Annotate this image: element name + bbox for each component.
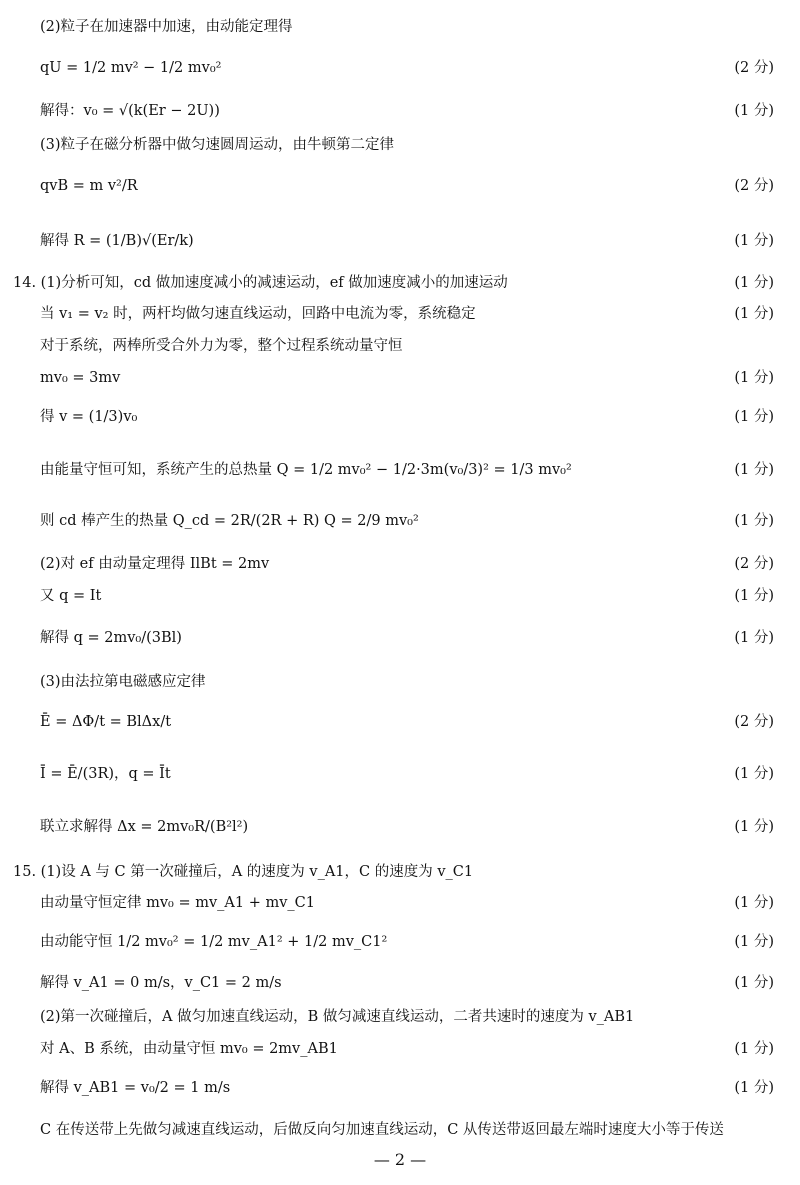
line-points: (2 分) bbox=[734, 714, 774, 730]
line-text: (2)第一次碰撞后，A 做匀加速直线运动，B 做匀减速直线运动，二者共速时的速度为 v_AB1 bbox=[40, 1009, 635, 1025]
line-text: 由动量守恒定律 mv₀ = mv_A1 + mv_C1 bbox=[40, 895, 315, 911]
line-points: (2 分) bbox=[734, 556, 774, 572]
line-text: 则 cd 棒产生的热量 Q_cd = 2R/(2R + R) Q = 2/9 mv₀² bbox=[40, 513, 419, 529]
line-text: 当 v₁ = v₂ 时，两杆均做匀速直线运动，回路中电流为零，系统稳定 bbox=[40, 306, 476, 322]
line-points: (1 分) bbox=[734, 103, 774, 119]
line-text: (3)由法拉第电磁感应定律 bbox=[40, 674, 206, 690]
line-points: (1 分) bbox=[734, 766, 774, 782]
line-points: (1 分) bbox=[734, 630, 774, 646]
page-number: — 2 — bbox=[373, 1150, 427, 1169]
line-text: (2)对 ef 由动量定理得 IlBt = 2mv bbox=[40, 556, 270, 572]
line-points: (1 分) bbox=[734, 462, 774, 478]
line-points: (1 分) bbox=[734, 934, 774, 950]
line-points: (1 分) bbox=[734, 588, 774, 604]
line-text: 由能量守恒可知，系统产生的总热量 Q = 1/2 mv₀² − 1/2·3m(v₀/3)² = 1/3 mv₀² bbox=[40, 462, 572, 478]
line-text: 解得 v_A1 = 0 m/s，v_C1 = 2 m/s bbox=[40, 975, 282, 991]
line-text: 解得 q = 2mv₀/(3Bl) bbox=[40, 630, 182, 646]
line-text: 解得 v_AB1 = v₀/2 = 1 m/s bbox=[40, 1080, 231, 1096]
line-text: 解得 R = (1/B)√(Er/k) bbox=[40, 233, 194, 249]
line-text: 解得：v₀ = √(k(Er − 2U)) bbox=[40, 103, 220, 119]
line-points: (1 分) bbox=[734, 819, 774, 835]
line-text: 14. (1)分析可知，cd 做加速度减小的减速运动，ef 做加速度减小的加速运动 bbox=[13, 275, 508, 291]
line-points: (1 分) bbox=[734, 370, 774, 386]
line-text: qvB = m v²/R bbox=[40, 178, 138, 194]
line-text: Ī = Ē/(3R)，q = Īt bbox=[40, 766, 171, 782]
line-points: (1 分) bbox=[734, 233, 774, 249]
line-text: (3)粒子在磁分析器中做匀速圆周运动，由牛顿第二定律 bbox=[40, 137, 395, 153]
line-text: 15. (1)设 A 与 C 第一次碰撞后，A 的速度为 v_A1，C 的速度为 v_C1 bbox=[13, 864, 474, 880]
line-points: (1 分) bbox=[734, 306, 774, 322]
line-points: (1 分) bbox=[734, 409, 774, 425]
line-points: (2 分) bbox=[734, 60, 774, 76]
line-points: (1 分) bbox=[734, 275, 774, 291]
line-text: (2)粒子在加速器中加速，由动能定理得 bbox=[40, 19, 293, 35]
line-text: 联立求解得 Δx = 2mv₀R/(B²l²) bbox=[40, 819, 249, 835]
line-text: 对于系统，两棒所受合外力为零，整个过程系统动量守恒 bbox=[40, 338, 403, 354]
line-points: (2 分) bbox=[734, 178, 774, 194]
line-points: (1 分) bbox=[734, 895, 774, 911]
line-text: mv₀ = 3mv bbox=[40, 370, 121, 386]
line-text: C 在传送带上先做匀减速直线运动，后做反向匀加速直线运动，C 从传送带返回最左端时速度大小等于传送 bbox=[40, 1122, 724, 1138]
line-text: 又 q = It bbox=[40, 588, 102, 604]
line-points: (1 分) bbox=[734, 1041, 774, 1057]
line-text: 由动能守恒 1/2 mv₀² = 1/2 mv_A1² + 1/2 mv_C1² bbox=[40, 934, 388, 950]
line-points: (1 分) bbox=[734, 975, 774, 991]
line-text: 得 v = (1/3)v₀ bbox=[40, 409, 138, 425]
line-points: (1 分) bbox=[734, 1080, 774, 1096]
line-text: Ē = ΔΦ/t = BlΔx/t bbox=[40, 714, 172, 730]
line-text: qU = 1/2 mv² − 1/2 mv₀² bbox=[40, 60, 222, 76]
line-text: 对 A、B 系统，由动量守恒 mv₀ = 2mv_AB1 bbox=[40, 1041, 338, 1057]
line-points: (1 分) bbox=[734, 513, 774, 529]
